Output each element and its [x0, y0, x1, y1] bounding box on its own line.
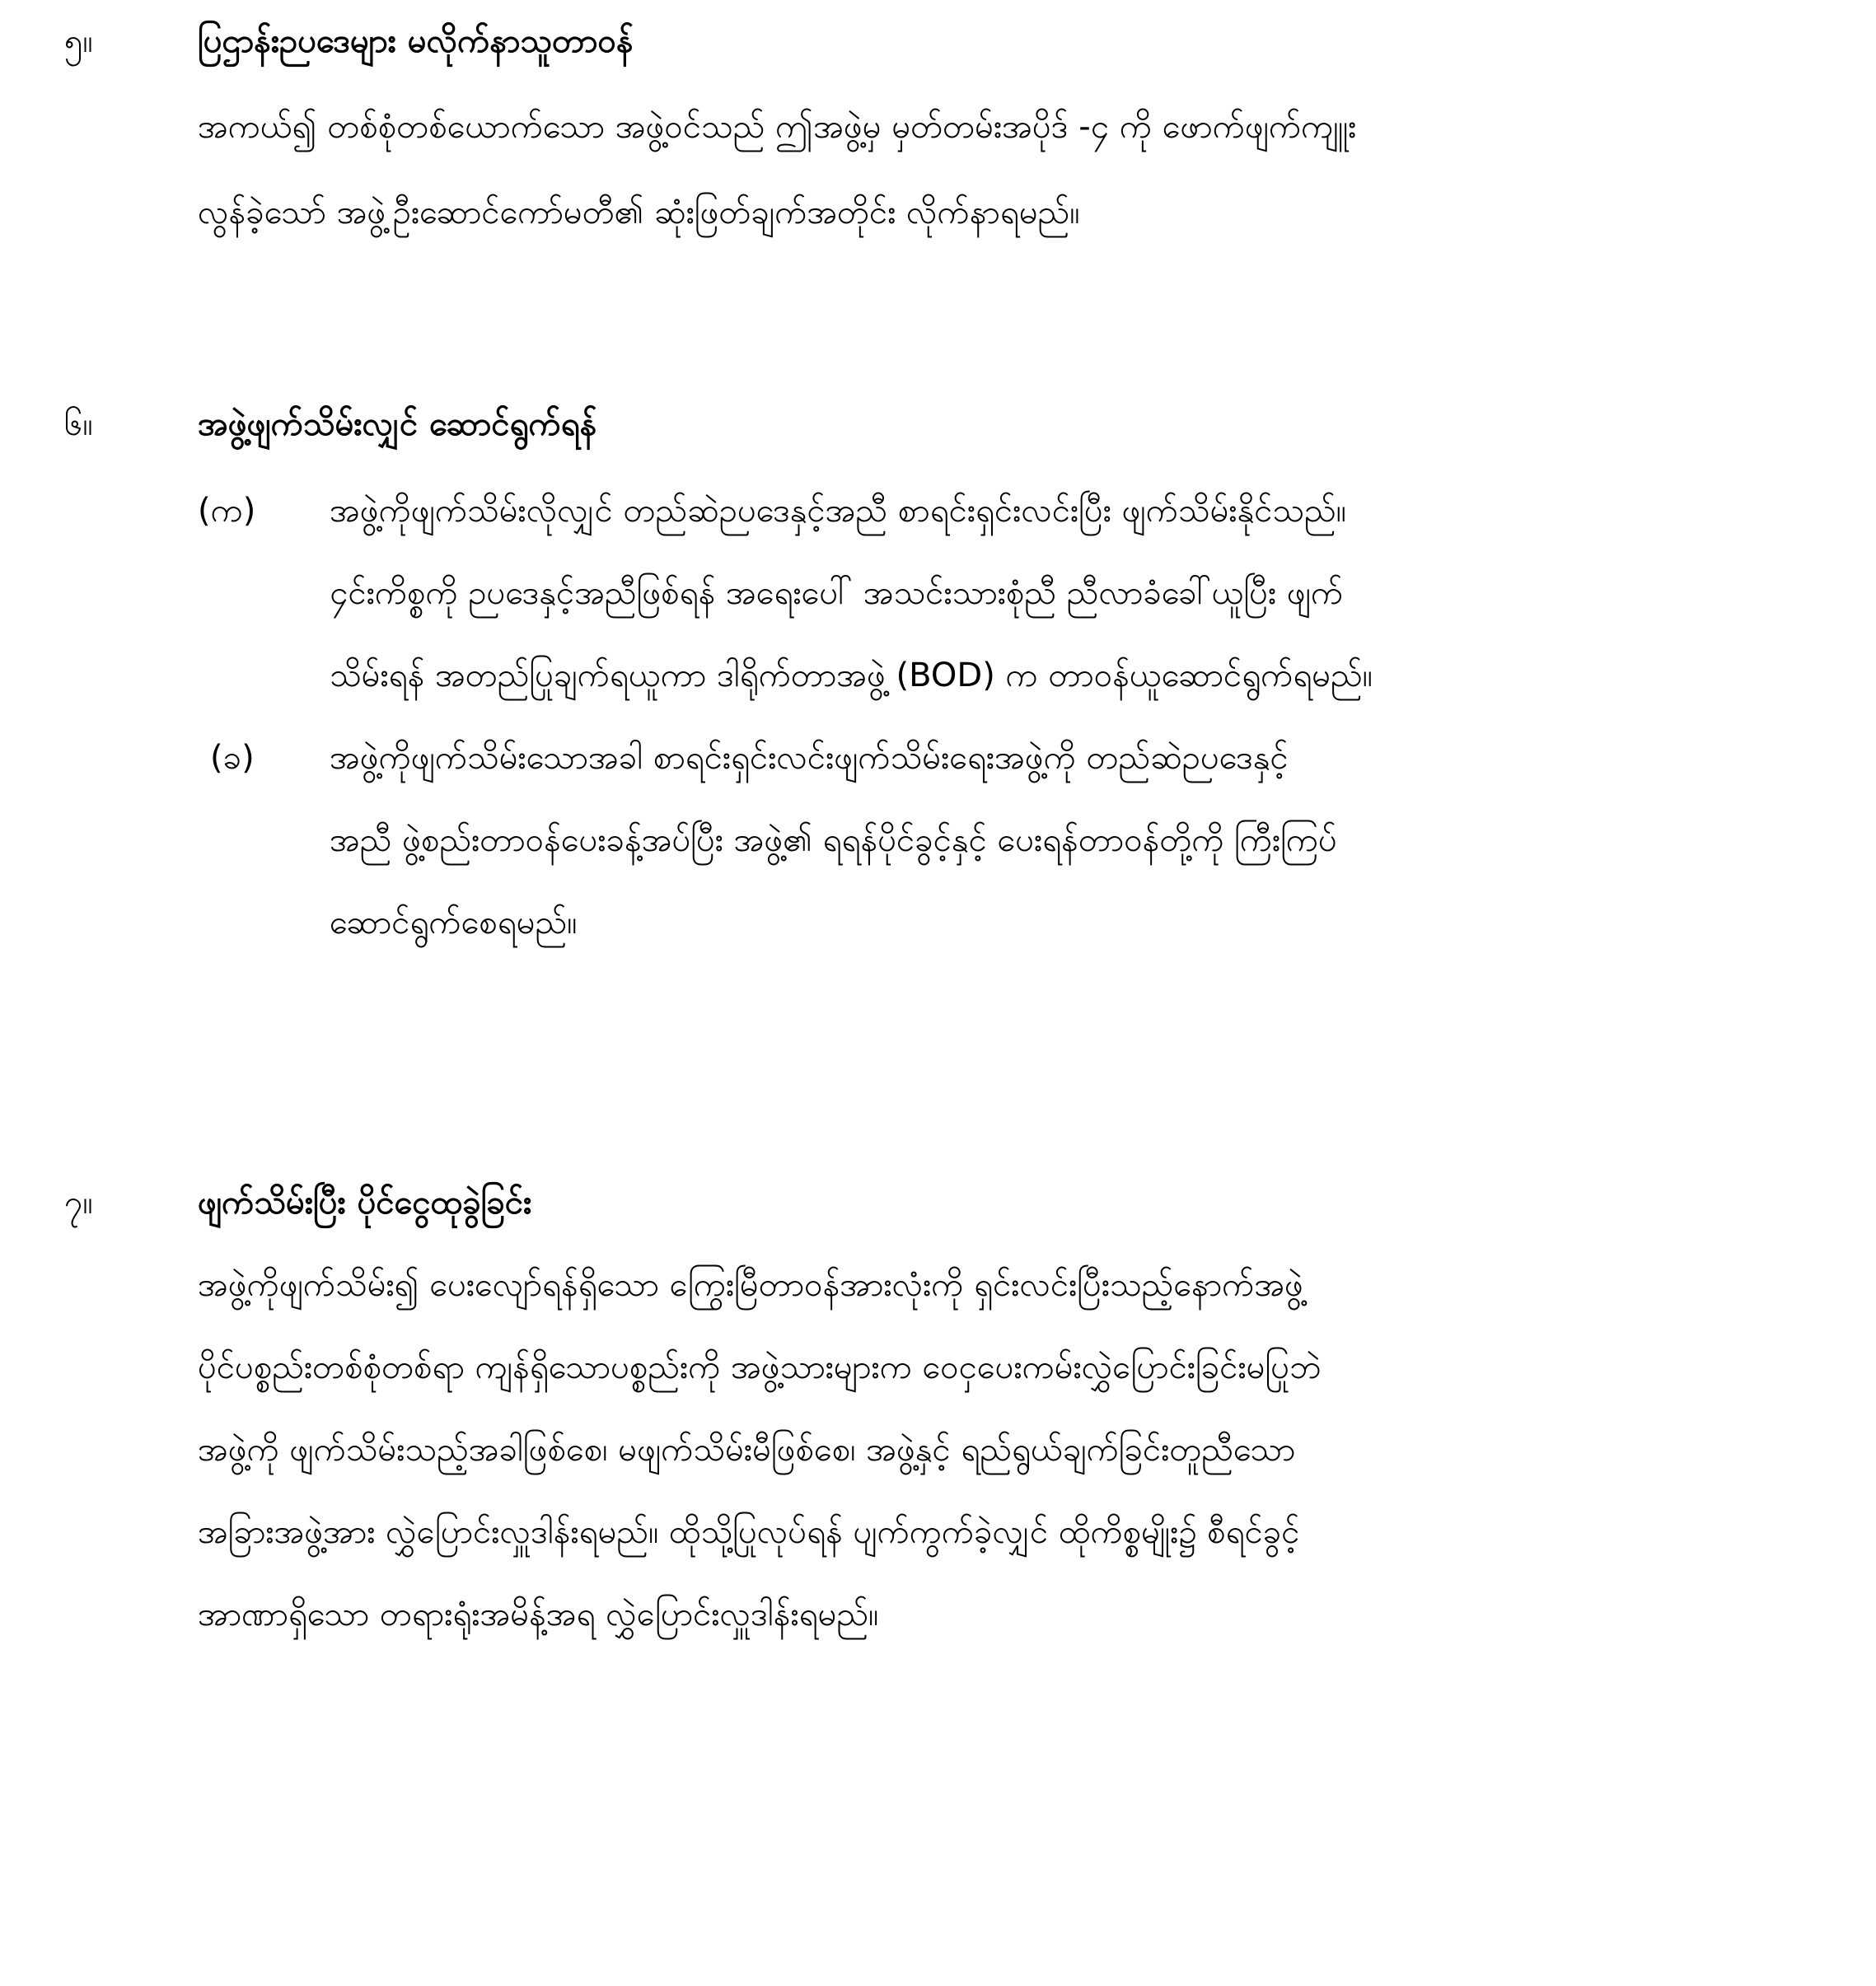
section-title: အဖွဲ့ဖျက်သိမ်းလျှင် ဆောင်ရွက်ရန် [198, 405, 597, 443]
paragraph-line: အခြားအဖွဲ့အား လွှဲပြောင်းလှူဒါန်းရမည်။ ထိုသို့ပြုလုပ်ရန် ပျက်ကွက်ခဲ့လျှင် ထိုကိစ္စမျိုး၌ စီရင်ခွင့် [198, 1513, 1300, 1551]
section-title: ပြဌာန်းဉပဒေများ မလိုက်နာသူတာဝန် [198, 22, 634, 60]
item-line: ၄င်းကိစ္စကို ဉပဒေနှင့်အညီဖြစ်ရန် အရေးပေါ် အသင်းသားစုံညီ ညီလာခံခေါ်ယူပြီး ဖျက် [330, 574, 1344, 612]
item-line: ဆောင်ရွက်စေရမည်။ [330, 904, 578, 942]
section-number: ၆။ [64, 405, 93, 443]
paragraph-line: လွန်ခဲ့သော် အဖွဲ့ဦးဆောင်ကော်မတီ၏ ဆုံးဖြတ်ချက်အတိုင်း လိုက်နာရမည်။ [198, 194, 1080, 231]
paragraph-line: အဖွဲ့ကိုဖျက်သိမ်း၍ ပေးလျော်ရန်ရှိသော ကြွေးမြီတာဝန်အားလုံးကို ရှင်းလင်းပြီးသည့်နောက်အဖွဲ့ [198, 1266, 1303, 1304]
paragraph-line: အဖွဲ့ကို ဖျက်သိမ်းသည့်အခါဖြစ်စေ၊ မဖျက်သိမ်းမီဖြစ်စေ၊ အဖွဲ့နှင့် ရည်ရွယ်ချက်ခြင်းတူညီသော [198, 1431, 1296, 1469]
section-number: ၅။ [64, 22, 93, 60]
item-line: အဖွဲ့ကိုဖျက်သိမ်းသောအခါ စာရင်းရှင်းလင်းဖျက်သိမ်းရေးအဖွဲ့ကို တည်ဆဲဉပဒေနှင့် [330, 739, 1289, 777]
section-number: ၇။ [64, 1184, 93, 1222]
paragraph-line: အာဏာရှိသော တရားရုံးအမိန့်အရ လွှဲပြောင်းလှူဒါန်းရမည်။ [198, 1596, 879, 1633]
item-line: အဖွဲ့ကိုဖျက်သိမ်းလိုလျှင် တည်ဆဲဉပဒေနှင့်အညီ စာရင်းရှင်းလင်းပြီး ဖျက်သိမ်းနိုင်သည်။ [330, 492, 1346, 530]
paragraph-line: ပိုင်ပစ္စည်းတစ်စုံတစ်ရာ ကျန်ရှိသောပစ္စည်းကို အဖွဲ့သားများက ဝေငှပေးကမ်းလွှဲပြောင်းခြင်းမပြုဘဲ [198, 1348, 1322, 1386]
item-line: အညီ ဖွဲ့စည်းတာဝန်ပေးခန့်အပ်ပြီး အဖွဲ့၏ ရရန်ပိုင်ခွင့်နှင့် ပေးရန်တာဝန်တို့ကို ကြီးကြပ် [330, 821, 1337, 859]
section-title: ဖျက်သိမ်းပြီး ပိုင်ငွေထုခွဲခြင်း [198, 1184, 532, 1222]
paragraph-line: အကယ်၍ တစ်စုံတစ်ယောက်သော အဖွဲ့ဝင်သည် ဤအဖွဲ့မှ မှတ်တမ်းအပိုဒ် -၄ ကို ဖောက်ဖျက်ကျူး [198, 108, 1357, 146]
item-line: သိမ်းရန် အတည်ပြုချက်ရယူကာ ဒါရိုက်တာအဖွဲ့ (BOD) က တာဝန်ယူဆောင်ရွက်ရမည်။ [330, 657, 1373, 694]
item-marker: (ခ) [210, 739, 255, 777]
item-marker: (က) [198, 492, 256, 530]
